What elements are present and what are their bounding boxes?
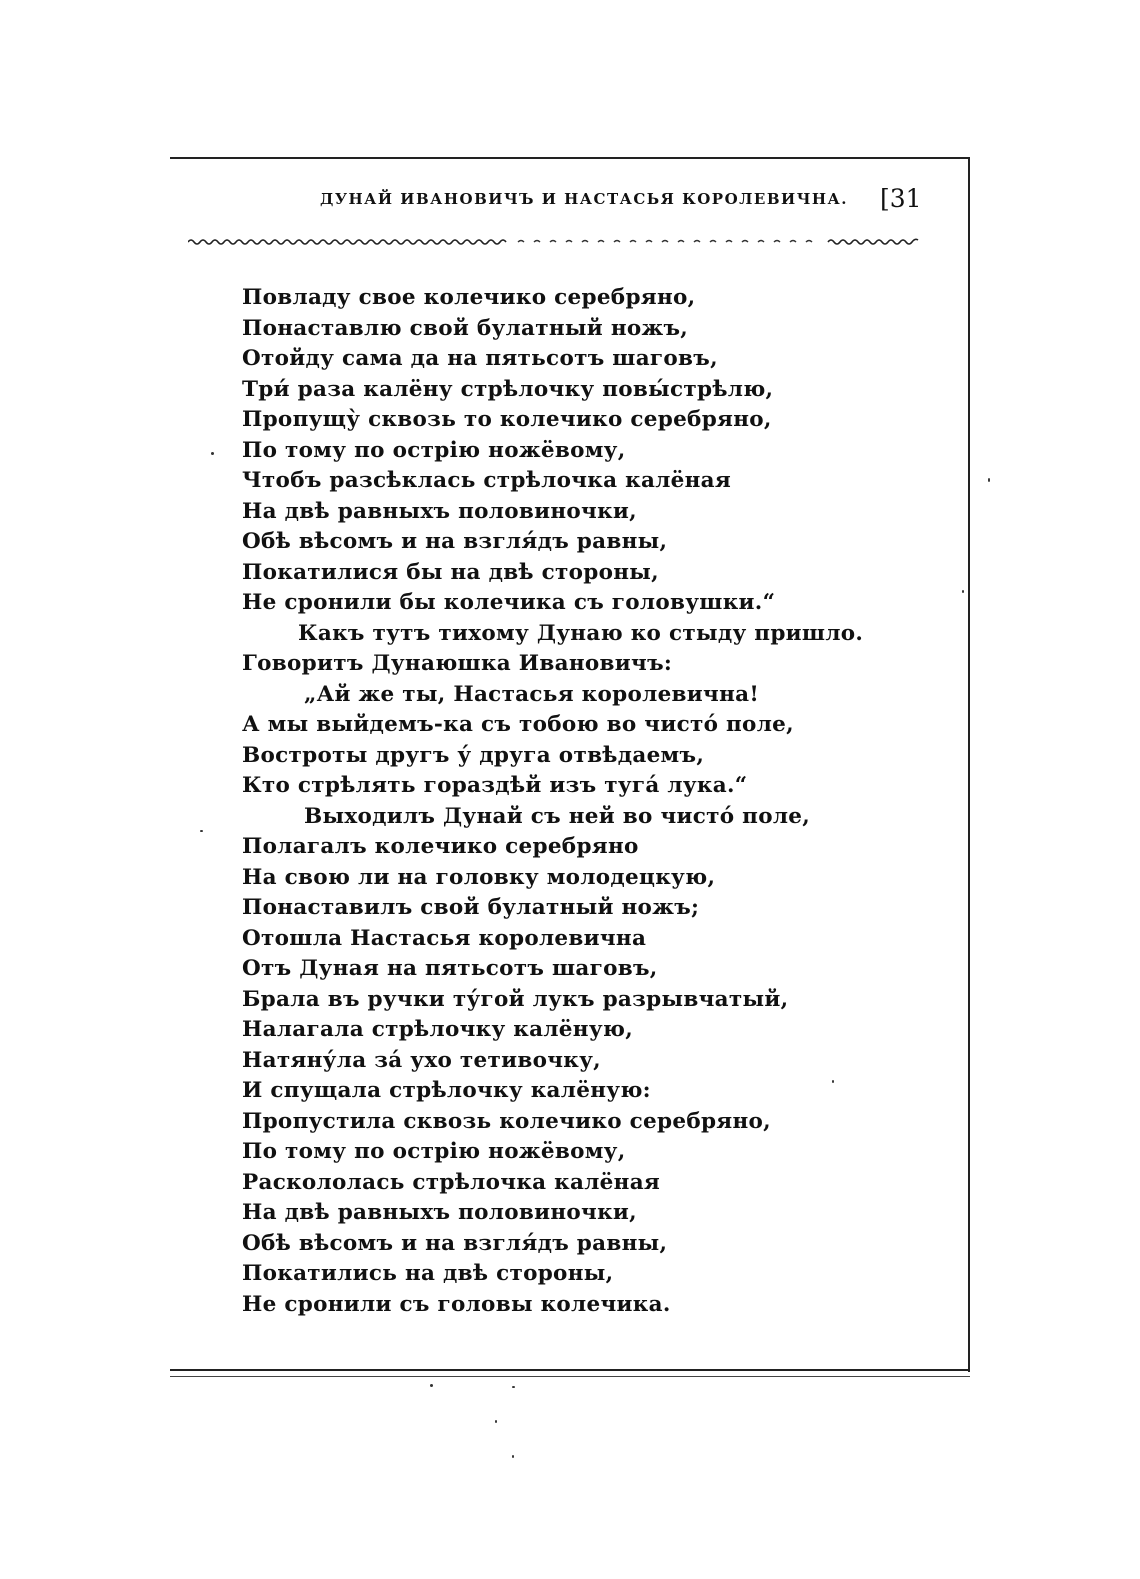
print-speck: [512, 1455, 514, 1458]
poem-line: Обѣ вѣсомъ и на взгля́дъ равны,: [242, 529, 668, 554]
poem-line: Отошла Настасья королевична: [242, 925, 647, 951]
poem-line: Пропущу̀ сквозь то колечико серебряно,: [242, 407, 772, 432]
poem-line: Повладу свое колечико серебряно,: [242, 285, 696, 310]
poem-line: Покатились на двѣ стороны,: [242, 1261, 614, 1286]
page-frame-right-rule: [968, 157, 970, 1372]
poem-line: По тому по острію ножёвому,: [242, 1139, 626, 1164]
poem-line: Отъ Дуная на пятьсотъ шаговъ,: [242, 956, 658, 981]
poem-line: На двѣ равныхъ половиночки,: [242, 1200, 637, 1225]
poem-text: [242, 283, 942, 1320]
poem-line: Три́ раза калёну стрѣлочку повы́стрѣлю,: [242, 376, 774, 402]
print-speck: [512, 1386, 515, 1388]
poem-line: Выходилъ Дунай съ ней во чисто́ поле,: [304, 803, 811, 829]
poem-line: Говоритъ Дунаюшка Ивановичъ:: [242, 651, 673, 676]
poem-line: Покатилися бы на двѣ стороны,: [242, 559, 659, 585]
print-speck: [211, 452, 214, 455]
running-title: ДУНАЙ ИВАНОВИЧЪ И НАСТАСЬЯ КОРОЛЕВИЧНА.: [320, 190, 848, 208]
poem-line: И спущала стрѣлочку калёную:: [242, 1078, 651, 1103]
poem-line: Какъ тутъ тихому Дунаю ко стыду пришло.: [298, 620, 864, 646]
poem-line: Обѣ вѣсомъ и на взгля́дъ равны,: [242, 1230, 668, 1256]
print-speck: [495, 1420, 497, 1423]
poem-line: Раскололась стрѣлочка калёная: [242, 1169, 661, 1195]
print-speck: [832, 1080, 834, 1083]
poem-line: По тому по острію ножёвому,: [242, 437, 626, 463]
poem-line: Отойду сама да на пятьсотъ шаговъ,: [242, 346, 718, 371]
poem-line: Пропустила сквозь колечико серебряно,: [242, 1108, 771, 1134]
poem-line: Понаставлю свой булатный ножъ,: [242, 315, 689, 341]
print-speck: [200, 830, 203, 832]
poem-line: Полагалъ колечико серебряно: [242, 834, 639, 859]
running-header: [170, 186, 960, 216]
poem-line: Чтобъ разсѣклась стрѣлочка калёная: [242, 468, 732, 493]
page-frame-bottom-rule: [170, 1369, 970, 1371]
poem-line: Понаставилъ свой булатный ножъ;: [242, 895, 700, 920]
poem-line: Натяну́ла за́ ухо тетивочку,: [242, 1047, 601, 1073]
page-frame-bottom-rule-thin: [170, 1376, 970, 1377]
poem-line: А мы выйдемъ-ка съ тобою во чисто́ поле,: [242, 712, 794, 737]
print-speck: [430, 1384, 433, 1387]
poem-line: Востроты другъ у́ друга отвѣдаемъ,: [242, 742, 705, 768]
page-number: [31: [880, 184, 922, 213]
poem-line: „Ай же ты, Настасья королевична!: [304, 681, 760, 707]
print-speck: [962, 590, 964, 593]
poem-line: Не сронили съ головы колечика.: [242, 1291, 671, 1317]
poem-line: На свою ли на головку молодецкую,: [242, 864, 716, 890]
poem-line: Налагала стрѣлочку калёную,: [242, 1017, 634, 1042]
print-speck: [988, 478, 990, 482]
poem-line: На двѣ равныхъ половиночки,: [242, 498, 637, 524]
poem-line: Кто стрѣлять гораздѣй изъ туга́ лука.“: [242, 773, 748, 798]
poem-line: Не сронили бы колечика съ головушки.“: [242, 590, 776, 615]
wavy-ornament-rule: [188, 234, 923, 248]
poem-line: Брала въ ручки ту́гой лукъ разрывчатый,: [242, 986, 789, 1012]
page-frame-top-rule: [170, 157, 970, 159]
